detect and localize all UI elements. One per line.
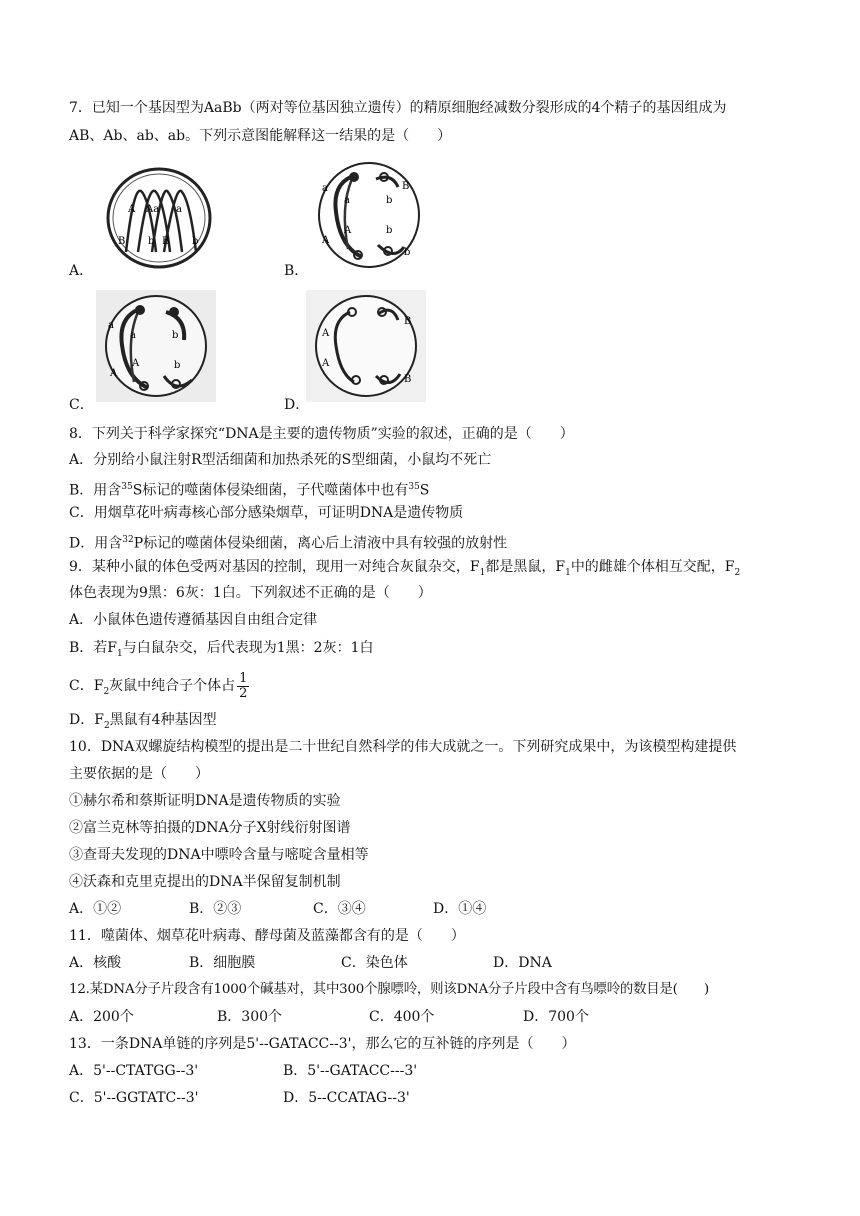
fig-a-left-top: A [128, 204, 136, 215]
q13-option-d: D．5--CCATAG--3' [283, 1090, 410, 1106]
q13-option-a: A．5'--CTATGG--3' [69, 1063, 199, 1079]
q10-option-c: C．③④ [313, 901, 366, 917]
q11-option-b: B．细胞膜 [189, 955, 256, 971]
q7-label-d: D． [284, 397, 310, 413]
q8-option-b: B．用含$^{35}$S标记的噬菌体侵染细菌，子代噬菌体中也有$^{35}$S [69, 482, 430, 499]
q12-option-c: C．400个 [369, 1009, 435, 1025]
q9-option-d: D．$F_2$黑鼠有4种基因型 [69, 712, 217, 731]
fig-c-letter: a [130, 330, 136, 341]
fig-d-letter: A [322, 328, 330, 339]
q9-stem-line2: 体色表现为9黑：6灰：1白。下列叙述不正确的是（ ） [69, 585, 432, 601]
fig-c-letter: A [110, 368, 118, 379]
q9-stem-line1: 9．某种小鼠的体色受两对基因的控制，现用一对纯合灰鼠杂交，$F_1$都是黑鼠，$F_1$中的雌雄个体相互交配，$F_2$ [69, 559, 741, 578]
q10-item-4: ④沃森和克里克提出的DNA半保留复制机制 [69, 874, 341, 890]
q7-label-b: B． [284, 263, 309, 279]
figure-a-cell-diagram [104, 162, 214, 272]
fig-a-center-top: Aa [146, 204, 160, 215]
q9-option-b: B．若$F_1$与白鼠杂交，后代表现为1黑：2灰：1白 [69, 640, 374, 659]
q9-option-a: A．小鼠体色遗传遵循基因自由组合定律 [69, 612, 318, 628]
q7-label-c: C． [69, 397, 94, 413]
q13-stem: 13．一条DNA单链的序列是5'--GATACC--3'，那么它的互补链的序列是（ ） [69, 1036, 576, 1052]
q10-stem-line2: 主要依据的是（ ） [69, 766, 209, 782]
fig-d-letter: B [404, 374, 412, 385]
fig-a-center-b1: b [148, 236, 155, 247]
q8-stem: 8．下列关于科学家探究“DNA是主要的遗传物质”实验的叙述，正确的是（ ） [69, 426, 574, 442]
fig-a-right-bottom: b [192, 236, 199, 247]
fig-d-letter: A [322, 358, 330, 369]
fig-c-letter: A [132, 358, 140, 369]
fraction: $\frac{1}{2}$ [239, 670, 248, 701]
q13-option-b: B．5'--GATACC---3' [283, 1063, 418, 1079]
q12-option-d: D．700个 [523, 1009, 589, 1025]
fig-c-letter: b [174, 360, 181, 371]
figure-d-cell-diagram [306, 290, 426, 402]
q9-option-c: C．$F_2$灰鼠中纯合子个体占 $\frac{1}{2}$ [69, 670, 248, 701]
q7-label-a: A． [69, 263, 94, 279]
q7-stem-line1: 7．已知一个基因型为AaBb（两对等位基因独立遗传）的精原细胞经减数分裂形成的4个精子的基因组成为 [69, 100, 727, 116]
fig-b-letter: B [402, 181, 410, 192]
q8-option-c: C．用烟草花叶病毒核心部分感染烟草，可证明DNA是遗传物质 [69, 505, 464, 521]
q8-option-d: D．用含$^{32}$P标记的噬菌体侵染细菌，离心后上清液中具有较强的放射性 [69, 535, 508, 552]
fig-a-center-b2: B [162, 236, 170, 247]
q11-option-c: C．染色体 [341, 955, 408, 971]
fig-d-letter: B [404, 316, 412, 327]
q10-option-b: B．②③ [189, 901, 242, 917]
fig-b-letter: a [344, 195, 350, 206]
fig-b-letter: A [344, 225, 352, 236]
fig-c-letter: b [172, 330, 179, 341]
q10-option-d: D．①④ [433, 901, 487, 917]
fig-b-letter: b [386, 195, 393, 206]
q11-stem: 11．噬菌体、烟草花叶病毒、酵母菌及蓝藻都含有的是（ ） [69, 928, 465, 944]
q11-option-d: D．DNA [493, 955, 552, 971]
fig-c-letter: a [108, 320, 114, 331]
figure-c-cell-diagram [96, 290, 216, 402]
q7-stem-line2: AB、Ab、ab、ab。下列示意图能解释这一结果的是（ ） [69, 128, 452, 144]
fig-b-letter: a [322, 183, 328, 194]
q10-item-2: ②富兰克林等拍摄的DNA分子X射线衍射图谱 [69, 820, 351, 836]
fig-a-right-top: a [176, 204, 182, 215]
q12-option-b: B．300个 [217, 1009, 283, 1025]
q8-option-a: A．分别给小鼠注射R型活细菌和加热杀死的S型细菌，小鼠均不死亡 [69, 452, 492, 468]
q13-option-c: C．5'--GGTATC--3' [69, 1090, 199, 1106]
q10-option-a: A．①② [69, 901, 122, 917]
q12-stem: 12.某DNA分子片段含有1000个碱基对，其中300个腺嘌呤，则该DNA分子片段中含有鸟嘌呤的数目是( ) [69, 982, 710, 997]
q12-option-a: A．200个 [69, 1009, 134, 1025]
q10-stem-line1: 10．DNA双螺旋结构模型的提出是二十世纪自然科学的伟大成就之一。下列研究成果中，为该模型构建提供 [69, 739, 737, 755]
figure-b-cell-diagram [314, 157, 424, 272]
fig-b-letter: b [386, 225, 393, 236]
fig-b-letter: A [322, 235, 330, 246]
fig-b-letter: b [404, 247, 411, 258]
fig-a-left-bottom: B [118, 236, 126, 247]
q10-item-3: ③查哥夫发现的DNA中嘌呤含量与嘧啶含量相等 [69, 847, 369, 863]
q10-item-1: ①赫尔希和蔡斯证明DNA是遗传物质的实验 [69, 793, 341, 809]
q11-option-a: A．核酸 [69, 955, 122, 971]
